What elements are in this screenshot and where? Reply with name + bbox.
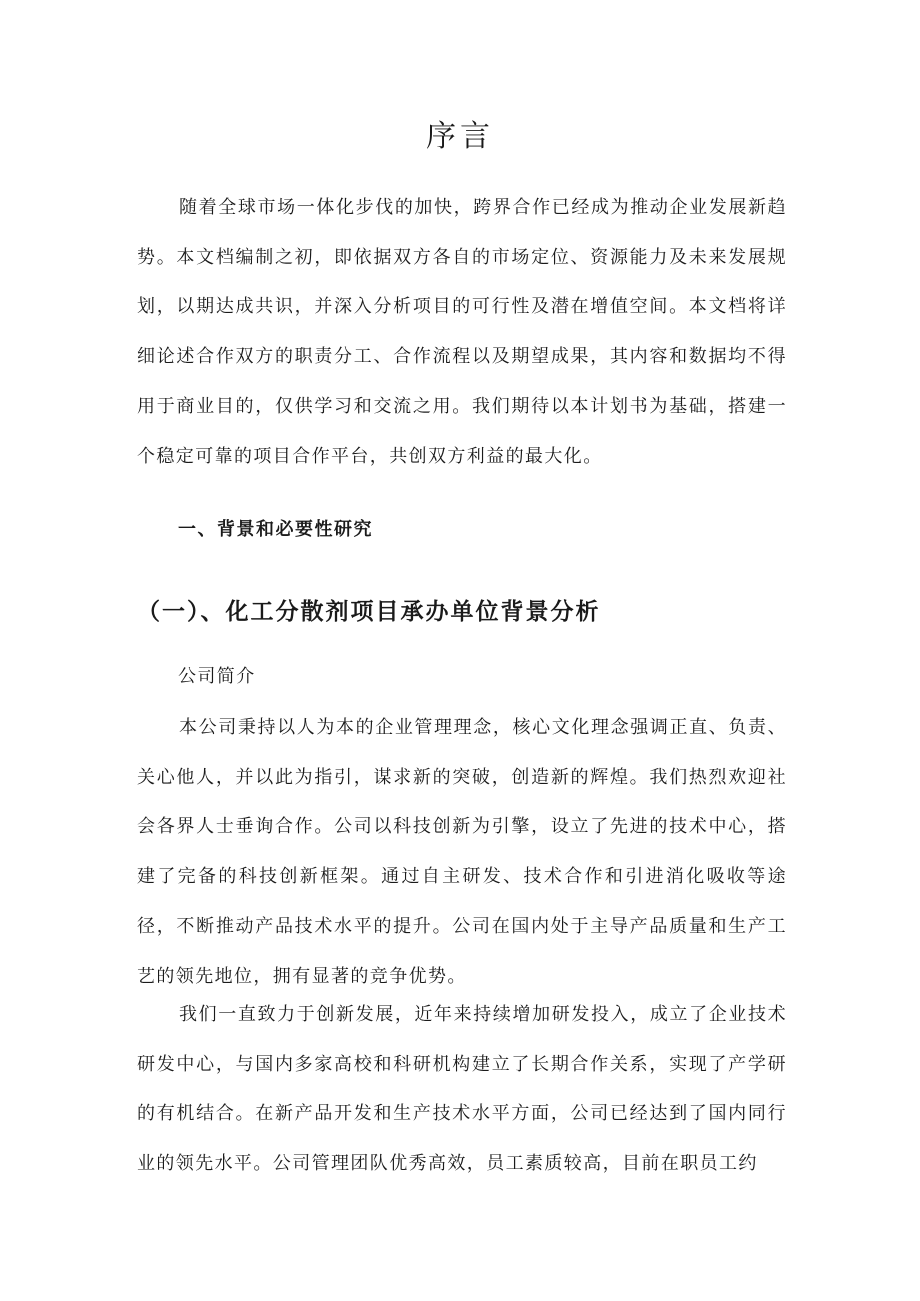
subsection-heading-sponsor-background: （一）、化工分散剂项目承办单位背景分析 (137, 598, 601, 625)
section-heading-background: 一、背景和必要性研究 (178, 519, 373, 540)
company-intro-subheading: 公司简介 (178, 666, 256, 687)
company-paragraph-2: 我们一直致力于创新发展，近年来持续增加研发投入，成立了企业技术研发中心，与国内多家高校和科研机构建立了长期合作关系，实现了产学研的有机结合。在新产品开发和生产技术水平方面，公司已经达到了国内同行业的领先水平。公司管理团队优秀高效，员工素质较高，目前在职员工约 (137, 1004, 787, 1175)
intro-paragraph: 随着全球市场一体化步伐的加快，跨界合作已经成为推动企业发展新趋势。本文档编制之初，即依据双方各自的市场定位、资源能力及未来发展规划，以期达成共识，并深入分析项目的可行性及潜在增值空间。本文档将详细论述合作双方的职责分工、合作流程以及期望成果，其内容和数据均不得用于商业目的，仅供学习和交流之用。我们期待以本计划书为基础，搭建一个稳定可靠的项目合作平台，共创双方利益的最大化。 (137, 197, 787, 467)
document-title: 序言 (426, 119, 494, 154)
company-paragraph-1: 本公司秉持以人为本的企业管理理念，核心文化理念强调正直、负责、关心他人，并以此为指引，谋求新的突破，创造新的辉煌。我们热烈欢迎社会各界人士垂询合作。公司以科技创新为引擎，设立了先进的技术中心，搭建了完备的科技创新框架。通过自主研发、技术合作和引进消化吸收等途径，不断推动产品技术水平的提升。公司在国内处于主导产品质量和生产工艺的领先地位，拥有显著的竞争优势。 (137, 717, 787, 987)
